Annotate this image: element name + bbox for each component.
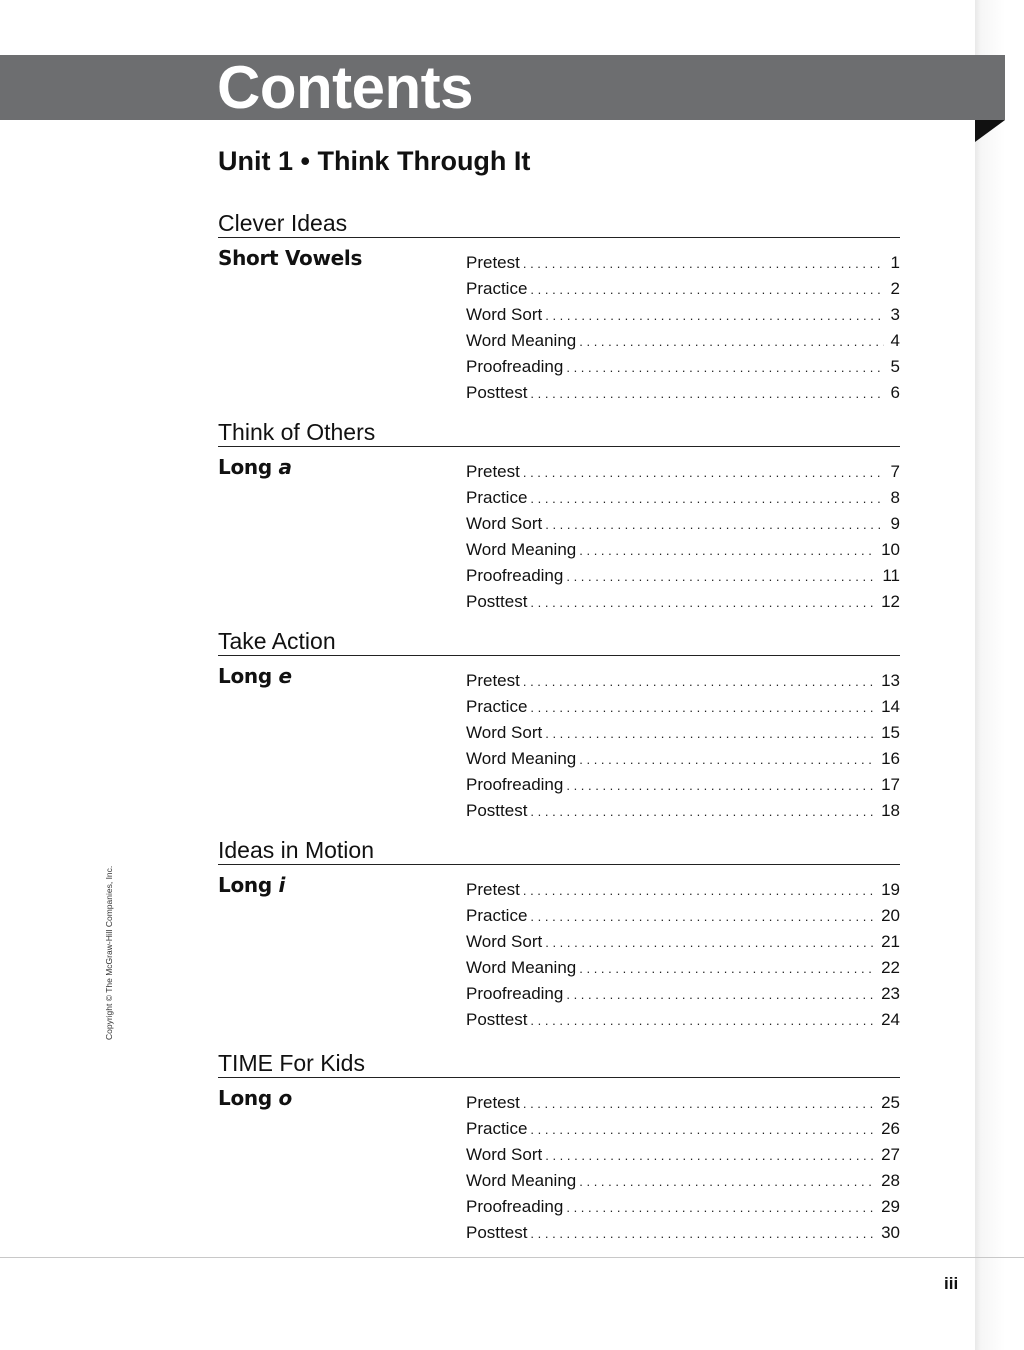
- skill-name: Long: [218, 873, 279, 897]
- toc-entry-label: Practice: [466, 1119, 528, 1138]
- section-title: Clever Ideas: [218, 209, 900, 238]
- dot-leader: [579, 538, 875, 564]
- toc-entry[interactable]: [466, 537, 900, 563]
- toc-entry-page: 22: [881, 958, 900, 977]
- dot-leader: [545, 512, 884, 538]
- toc-entry-label: Posttest: [466, 1010, 528, 1029]
- toc-entry-page: 27: [881, 1145, 900, 1164]
- toc-entry-label: Word Sort: [466, 514, 543, 533]
- section-title: Ideas in Motion: [218, 836, 900, 865]
- section-title: Take Action: [218, 627, 900, 656]
- toc-entry-label: Proofreading: [466, 984, 564, 1003]
- toc-entries: [466, 668, 900, 824]
- toc-entry[interactable]: [466, 1194, 900, 1220]
- dot-leader: [530, 1008, 875, 1034]
- dot-leader: [523, 460, 884, 486]
- toc-entry-label: Proofreading: [466, 775, 564, 794]
- toc-entry[interactable]: [466, 720, 900, 746]
- toc-entry-page: 28: [881, 1171, 900, 1190]
- page-number: iii: [944, 1274, 959, 1293]
- skill-heading: [218, 1086, 292, 1110]
- dot-leader: [530, 799, 875, 825]
- toc-entry-page: 24: [881, 1010, 900, 1029]
- toc-entry-label: Word Sort: [466, 305, 543, 324]
- toc-entry[interactable]: [466, 1007, 900, 1033]
- dot-leader: [566, 773, 875, 799]
- skill-heading: [218, 246, 362, 270]
- toc-entry[interactable]: [466, 1142, 900, 1168]
- dot-leader: [579, 956, 875, 982]
- toc-entry-page: 13: [881, 671, 900, 690]
- toc-entry[interactable]: [466, 1116, 900, 1142]
- toc-entry[interactable]: [466, 929, 900, 955]
- toc-entry[interactable]: [466, 485, 900, 511]
- toc-entry-page: 21: [881, 932, 900, 951]
- dot-leader: [579, 747, 875, 773]
- toc-entry-label: Proofreading: [466, 357, 564, 376]
- skill-letter: o: [278, 1086, 292, 1110]
- toc-entry-label: Proofreading: [466, 1197, 564, 1216]
- toc-entry-page: 5: [890, 357, 900, 376]
- toc-entry-page: 14: [881, 697, 900, 716]
- toc-entry-page: 18: [881, 801, 900, 820]
- toc-entry-page: 12: [881, 592, 900, 611]
- dot-leader: [545, 303, 884, 329]
- toc-entry-label: Proofreading: [466, 566, 564, 585]
- toc-entry[interactable]: [466, 511, 900, 537]
- toc-entry-label: Practice: [466, 488, 528, 507]
- toc-entry[interactable]: [466, 380, 900, 406]
- toc-entry-label: Posttest: [466, 801, 528, 820]
- toc-entry-page: 29: [881, 1197, 900, 1216]
- toc-entry-page: 11: [882, 566, 900, 585]
- skill-name: Long: [218, 664, 279, 688]
- toc-entry-page: 20: [881, 906, 900, 925]
- section-title: TIME For Kids: [218, 1049, 900, 1078]
- toc-entry[interactable]: [466, 276, 900, 302]
- dot-leader: [566, 1195, 875, 1221]
- dot-leader: [545, 930, 875, 956]
- toc-entry[interactable]: [466, 746, 900, 772]
- toc-entry-page: 23: [881, 984, 900, 1003]
- dot-leader: [545, 721, 875, 747]
- dot-leader: [530, 904, 875, 930]
- dot-leader: [566, 355, 884, 381]
- unit-title: Unit 1 • Think Through It: [218, 146, 531, 176]
- toc-entry-page: 3: [890, 305, 900, 324]
- toc-entry[interactable]: [466, 459, 900, 485]
- dot-leader: [530, 486, 884, 512]
- toc-entry-page: 19: [881, 880, 900, 899]
- toc-entry-label: Pretest: [466, 462, 520, 481]
- toc-entry-label: Word Sort: [466, 723, 543, 742]
- toc-entry[interactable]: [466, 1090, 900, 1116]
- toc-entry[interactable]: [466, 1168, 900, 1194]
- toc-entry-label: Pretest: [466, 671, 520, 690]
- toc-entries: [466, 1090, 900, 1246]
- dot-leader: [530, 1221, 875, 1247]
- toc-entry-label: Word Meaning: [466, 1171, 577, 1190]
- toc-entry-label: Practice: [466, 697, 528, 716]
- toc-entry-page: 15: [881, 723, 900, 742]
- toc-section: [218, 627, 900, 820]
- toc-section: [218, 209, 900, 402]
- dot-leader: [566, 564, 876, 590]
- dot-leader: [579, 1169, 875, 1195]
- toc-section: [218, 1049, 900, 1242]
- toc-entry-label: Word Meaning: [466, 331, 577, 350]
- skill-name: Long: [218, 1086, 279, 1110]
- toc-entry[interactable]: [466, 563, 900, 589]
- toc-entry[interactable]: [466, 955, 900, 981]
- toc-entry-label: Practice: [466, 279, 528, 298]
- skill-name: Short Vowels: [218, 246, 363, 270]
- toc-entry[interactable]: [466, 302, 900, 328]
- dot-leader: [530, 1117, 875, 1143]
- toc-entry-page: 17: [881, 775, 900, 794]
- toc-entry-page: 4: [890, 331, 900, 350]
- toc-entry-page: 26: [881, 1119, 900, 1138]
- toc-section: [218, 418, 900, 611]
- page-title: Contents: [217, 54, 473, 121]
- dot-leader: [566, 982, 875, 1008]
- toc-entry[interactable]: [466, 772, 900, 798]
- bottom-rule: [0, 1257, 1024, 1258]
- dot-leader: [523, 878, 875, 904]
- toc-entry-page: 30: [881, 1223, 900, 1242]
- toc-entry-label: Pretest: [466, 1093, 520, 1112]
- dot-leader: [530, 277, 884, 303]
- copyright-notice: Copyright © The McGraw-Hill Companies, Inc.: [104, 865, 114, 1040]
- toc-entry[interactable]: [466, 354, 900, 380]
- toc-entry[interactable]: [466, 694, 900, 720]
- dot-leader: [530, 381, 884, 407]
- skill-letter: a: [278, 455, 292, 479]
- toc-entry-page: 16: [881, 749, 900, 768]
- toc-entry[interactable]: [466, 798, 900, 824]
- toc-entry-label: Practice: [466, 906, 528, 925]
- toc-section: [218, 836, 900, 1029]
- toc-entry-label: Posttest: [466, 592, 528, 611]
- dot-leader: [523, 251, 884, 277]
- dot-leader: [530, 695, 875, 721]
- toc-entry[interactable]: [466, 668, 900, 694]
- skill-heading: [218, 664, 292, 688]
- toc-entry-page: 6: [890, 383, 900, 402]
- toc-entry-label: Pretest: [466, 880, 520, 899]
- toc-entry[interactable]: [466, 250, 900, 276]
- dot-leader: [523, 1091, 875, 1117]
- toc-entry-page: 1: [890, 253, 900, 272]
- toc-entry-label: Word Sort: [466, 932, 543, 951]
- toc-entry-label: Pretest: [466, 253, 520, 272]
- dot-leader: [545, 1143, 875, 1169]
- dot-leader: [523, 669, 875, 695]
- toc-entry[interactable]: [466, 589, 900, 615]
- toc-entry[interactable]: [466, 903, 900, 929]
- skill-name: Long: [218, 455, 279, 479]
- toc-entry-page: 9: [890, 514, 900, 533]
- skill-letter: i: [278, 873, 286, 897]
- toc-entry-label: Posttest: [466, 1223, 528, 1242]
- toc-entry[interactable]: [466, 877, 900, 903]
- toc-entry-page: 7: [890, 462, 900, 481]
- toc-entry-page: 10: [881, 540, 900, 559]
- header-bar: [0, 55, 1005, 120]
- skill-heading: [218, 873, 285, 897]
- toc-entries: [466, 250, 900, 406]
- toc-entry-label: Word Sort: [466, 1145, 543, 1164]
- dot-leader: [530, 590, 875, 616]
- toc-entry-label: Word Meaning: [466, 749, 577, 768]
- toc-entry-page: 2: [890, 279, 900, 298]
- toc-entry-label: Word Meaning: [466, 540, 577, 559]
- toc-entries: [466, 877, 900, 1033]
- toc-entry[interactable]: [466, 981, 900, 1007]
- toc-entry-page: 8: [890, 488, 900, 507]
- toc-entry[interactable]: [466, 1220, 900, 1246]
- skill-letter: e: [278, 664, 292, 688]
- skill-heading: [218, 455, 292, 479]
- section-title: Think of Others: [218, 418, 900, 447]
- toc-entry-label: Word Meaning: [466, 958, 577, 977]
- toc-entries: [466, 459, 900, 615]
- dot-leader: [579, 329, 884, 355]
- page-edge-shadow: [975, 0, 1024, 1350]
- toc-entry[interactable]: [466, 328, 900, 354]
- toc-entry-label: Posttest: [466, 383, 528, 402]
- toc-entry-page: 25: [881, 1093, 900, 1112]
